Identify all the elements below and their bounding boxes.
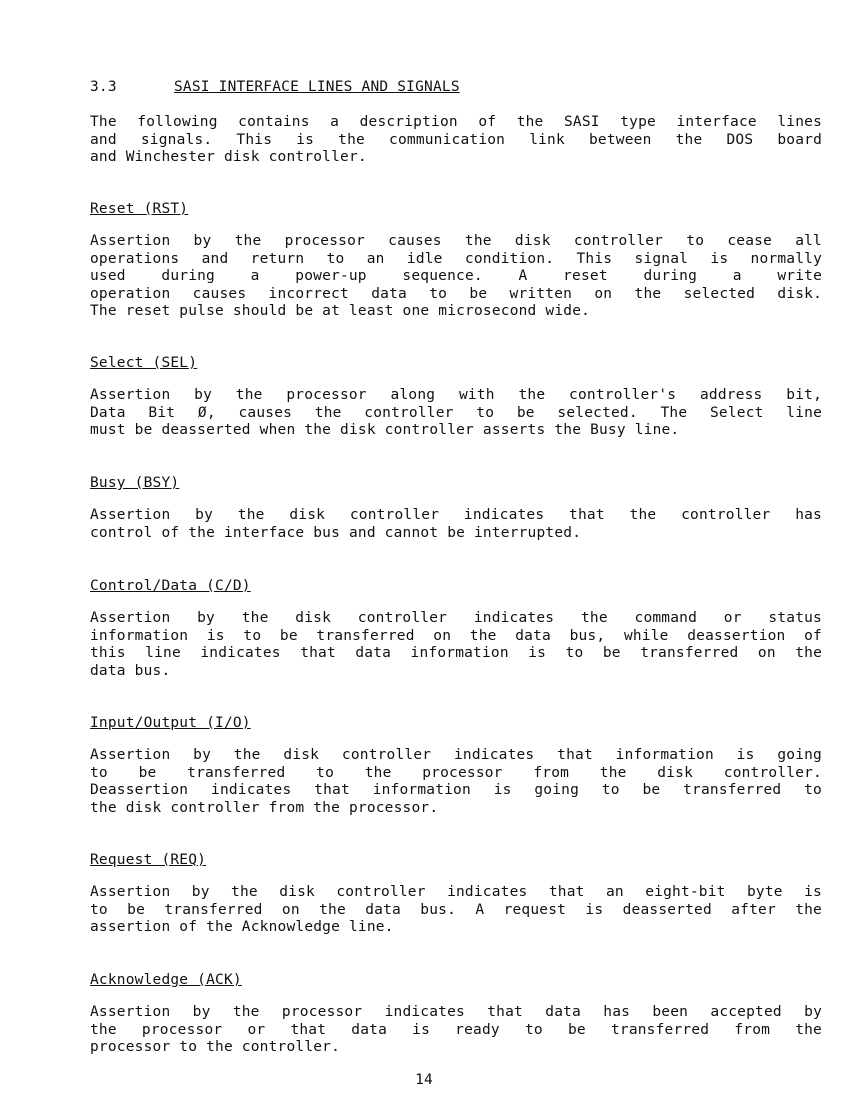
description-line: assertion of the Acknowledge line.	[90, 919, 394, 935]
description-line: Assertion by the processor along with the controller's address bit,	[90, 387, 822, 403]
signal-description-control-data	[90, 610, 822, 680]
signal-heading-select: Select (SEL)	[90, 355, 198, 371]
description-line: to be transferred to the processor from the disk controller.	[90, 764, 822, 781]
description-line: used during a power-up sequence. A reset during a write	[90, 268, 822, 284]
section-heading	[90, 79, 460, 95]
description-line: to be transferred on the data bus. A request is deasserted after the	[90, 901, 822, 918]
signal-heading-reset: Reset (RST)	[90, 201, 189, 217]
description-line: Assertion by the processor indicates that data has been accepted by	[90, 1004, 822, 1020]
description-line: operation causes incorrect data to be written on the selected disk.	[90, 285, 822, 302]
signal-description-reset	[90, 233, 822, 321]
signal-description-input-output	[90, 747, 822, 817]
description-line: the processor or that data is ready to be transferred from the	[90, 1021, 822, 1038]
description-line: Assertion by the disk controller indicates that the controller has	[90, 507, 822, 523]
intro-line: The following contains a description of the SASI type interface lines	[90, 114, 822, 130]
description-line: processor to the controller.	[90, 1039, 341, 1055]
signal-heading-busy: Busy (BSY)	[90, 475, 180, 491]
page-number: 14	[415, 1072, 433, 1088]
signal-description-acknowledge	[90, 1004, 822, 1057]
signal-heading-control-data: Control/Data (C/D)	[90, 578, 251, 594]
description-line: Assertion by the disk controller indicates that an eight-bit byte is	[90, 884, 822, 900]
section-title: SASI INTERFACE LINES AND SIGNALS	[174, 79, 460, 95]
description-line: The reset pulse should be at least one microsecond wide.	[90, 303, 591, 319]
description-line: Deassertion indicates that information is going to be transferred to	[90, 782, 822, 798]
description-line: Assertion by the disk controller indicates the command or status	[90, 610, 822, 626]
description-line: control of the interface bus and cannot be interrupted.	[90, 524, 582, 541]
section-number: 3.3	[90, 79, 117, 95]
description-line: the disk controller from the processor.	[90, 799, 439, 816]
signal-description-request	[90, 884, 822, 937]
description-line: data bus.	[90, 662, 171, 679]
intro-line: and signals. This is the communication link between the DOS board	[90, 131, 822, 148]
signal-heading-request: Request (REQ)	[90, 852, 207, 868]
intro-line: and Winchester disk controller.	[90, 149, 367, 165]
description-line: this line indicates that data information is to be transferred on the	[90, 645, 822, 661]
description-line: Assertion by the processor causes the disk controller to cease all	[90, 233, 822, 249]
signal-description-select	[90, 387, 822, 440]
signal-heading-input-output: Input/Output (I/O)	[90, 715, 251, 731]
intro-paragraph	[90, 114, 822, 167]
signal-description-busy	[90, 507, 822, 542]
description-line: must be deasserted when the disk controller asserts the Busy line.	[90, 422, 680, 438]
signal-heading-acknowledge: Acknowledge (ACK)	[90, 972, 242, 988]
description-line: Data Bit Ø, causes the controller to be selected. The Select line	[90, 404, 822, 421]
description-line: operations and return to an idle condition. This signal is normally	[90, 250, 822, 267]
description-line: Assertion by the disk controller indicates that information is going	[90, 747, 822, 763]
description-line: information is to be transferred on the data bus, while deassertion of	[90, 627, 822, 644]
